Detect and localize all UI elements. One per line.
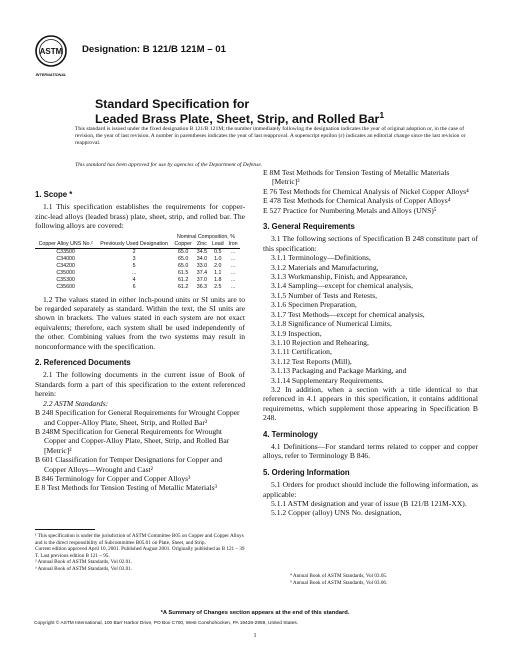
footnote: Current edition approved April 10, 2001. Published August 2001. Originally published as B 121 – 39 T. Last previous edition B 121 – 95.: [35, 546, 245, 559]
reference-item: B 248M Specification for General Requirements for Wrought Copper and Copper-Alloy Plate, Sheet, Strip, and Rolled Bar [Metric]²: [35, 426, 230, 455]
table-row: C34000 3 65.0 34.0 1.0 ...: [56, 255, 236, 262]
reference-item: B 601 Classification for Temper Designations for Copper and Copper Alloys—Wrought and Cast²: [35, 455, 223, 474]
terminology-heading: 4. Terminology: [263, 429, 318, 439]
footnote: ² Annual Book of ASTM Standards, Vol 02.01.: [35, 559, 133, 566]
alloy-table-header: Lead: [211, 240, 224, 247]
list-item: 5.1.2 Copper (alloy) UNS No. designation,: [271, 508, 402, 518]
alloy-table-header: Iron: [228, 240, 238, 247]
footnote-rule: [35, 529, 95, 530]
footnote: ⁵ Annual Book of ASTM Standards, Vol 03.06.: [290, 579, 388, 586]
table-row: C35300 4 61.2 37.0 1.8 ...: [56, 276, 236, 283]
logo-subtext: INTERNATIONAL: [35, 73, 67, 77]
footnotes-left: [35, 533, 245, 573]
list-item: 3.1.14 Supplementary Requirements.: [271, 375, 384, 385]
ordering-heading: 5. Ordering Information: [263, 467, 350, 477]
list-item: 3.1.7 Test Methods—except for chemical analysis,: [271, 309, 425, 319]
list-item: 3.1.8 Significance of Numerical Limits,: [271, 319, 392, 329]
reference-item: E 8 Test Methods for Tension Testing of Metallic Materials³: [35, 483, 217, 493]
reference-item: B 248 Specification for General Requirements for Wrought Copper and Copper-Alloy Plate, Sheet, Strip, and Rolled Bar²: [35, 408, 240, 427]
list-item: 3.1.11 Certification,: [271, 347, 332, 357]
document-title: [95, 97, 384, 127]
list-item: 3.1.1 Terminology—Definitions,: [271, 253, 371, 263]
list-item: 3.1.4 Sampling—except for chemical analysis,: [271, 281, 413, 291]
reference-item: B 846 Terminology for Copper and Copper Alloys³: [35, 473, 191, 483]
scope-heading: 1. Scope *: [35, 190, 73, 199]
title-footnote-ref: 1: [379, 109, 385, 120]
table-row: C35600 6 61.2 36.3 2.5 ...: [56, 283, 236, 290]
general-p1: 3.1 The following sections of Specification B 248 constitute part of this specification:: [263, 234, 478, 253]
left-column: [35, 183, 245, 493]
right-column: [263, 168, 478, 518]
list-item: 3.1.12 Test Reports (Mill),: [271, 356, 352, 366]
list-item: 3.1.13 Packaging and Package Marking, and: [271, 366, 407, 376]
list-item: 3.1.9 Inspection,: [271, 328, 322, 338]
issued-note: This standard is issued under the fixed designation B 121/B 121M; the number immediately following the designation indicates the year of original adoption or, in the case of revision, the year of last revision. A number in parentheses indicates the year of last reapproval. A superscript epsilon (ε) indicates an editorial change since the last revision or reapproval.: [75, 126, 466, 147]
footnote: ⁴ Annual Book of ASTM Standards, Vol 03.05.: [290, 573, 388, 579]
footnote: ¹ This specification is under the jurisdiction of ASTM Committee B05 on Copper and Copper Alloys and is the direct responsibility of Subcommittee B05.01 on Plate, Sheet, and Strip.: [35, 533, 244, 546]
list-item: 3.1.10 Rejection and Rehearing,: [271, 337, 369, 347]
astm-logo: [34, 34, 68, 80]
alloy-table-header: Zinc: [196, 240, 207, 247]
scope-p1: 1.1 This specification establishes the requirements for copper-zinc-lead alloys (leaded brass) plate, sheet, strip, and rolled bar. The following alloys are covered:: [35, 202, 245, 231]
title-line2: Leaded Brass Plate, Sheet, Strip, and Rolled Bar: [95, 112, 380, 126]
footnote: ³ Annual Book of ASTM Standards, Vol 03.01.: [35, 565, 133, 572]
ordering-p1: 5.1 Orders for product should include the following information, as applicable:: [263, 480, 478, 499]
refdocs-heading: 2. Referenced Documents: [35, 358, 131, 368]
table-row: C35000 ... 61.5 37.4 1.1 ...: [56, 269, 236, 276]
list-item: 3.1.5 Number of Tests and Retests,: [271, 290, 378, 300]
table-row: C34200 5 65.0 33.0 2.0 ...: [56, 262, 236, 269]
alloy-table-group-header: Nominal Composition, %: [176, 233, 235, 240]
copyright: Copyright © ASTM International, 100 Barr Harbor Drive, PO Box C700, West Conshohocken, PA 19428-2959, United States.: [34, 621, 299, 626]
reference-item: E 478 Test Methods for Chemical Analysis of Copper Alloys⁴: [263, 196, 451, 206]
alloy-table-header: Previously Used Designation: [100, 240, 168, 247]
list-item: 3.1.6 Specimen Preparation,: [271, 300, 357, 310]
table-row: C33500 2 65.0 34.5 0.5 ...: [56, 248, 236, 255]
general-p2: 3.2 In addition, when a section with a title identical to that referenced in 4.1 appears in this specification, it contains additional requiremetns, which supplement those appearing in Specification B 248.: [263, 384, 478, 423]
list-item: 3.1.2 Materials and Manufacturing,: [271, 262, 379, 272]
reference-item: E 76 Test Methods for Chemical Analysis of Nickel Copper Alloys⁴: [263, 186, 469, 196]
approved-note: This standard has been approved for use by agencies of the Department of Defense.: [75, 162, 263, 168]
summary-note: *A Summary of Changes section appears at the end of this standard.: [160, 610, 350, 616]
alloy-table: [35, 234, 240, 291]
scope-p2: 1.2 The values stated in either inch-pound units or SI units are to be regarded separately as standard. Within the text, the SI units are shown in brackets. The values stated in each system are not exact equivalents; therefore, each system shall be used independently of the other. Combining values from the two systems may result in nonconformance with the specification.: [35, 294, 245, 351]
page-number: 1: [253, 633, 257, 639]
refdocs-sub: 2.2 ASTM Standards:: [43, 398, 109, 408]
reference-item: E 527 Practice for Numbering Metals and Alloys (UNS)⁵: [263, 205, 437, 215]
refdocs-p1: 2.1 The following documents in the current issue of Book of Standards form a part of this specification to the extent referenced herein:: [35, 370, 245, 399]
reference-item: E 8M Test Methods for Tension Testing of Metallic Materials [Metric]³: [263, 168, 450, 187]
list-item: 3.1.3 Workmanship, Finish, and Appearance,: [271, 272, 408, 282]
logo-text: ASTM: [39, 47, 63, 56]
alloy-table-header: Copper: [174, 240, 192, 247]
footnotes-right: [290, 573, 480, 586]
terminology-p1: 4.1 Definitions—For standard terms related to copper and copper alloys, refer to Terminology B 846.: [263, 441, 478, 461]
general-heading: 3. General Requirements: [263, 222, 355, 232]
list-item: 5.1.1 ASTM designation and year of issue (B 121/B 121M-XX).: [271, 499, 467, 508]
designation: Designation: B 121/B 121M – 01: [82, 44, 226, 55]
title-line1: Standard Specification for: [95, 97, 250, 111]
alloy-table-header: Copper Alloy UNS No.²: [38, 240, 93, 247]
